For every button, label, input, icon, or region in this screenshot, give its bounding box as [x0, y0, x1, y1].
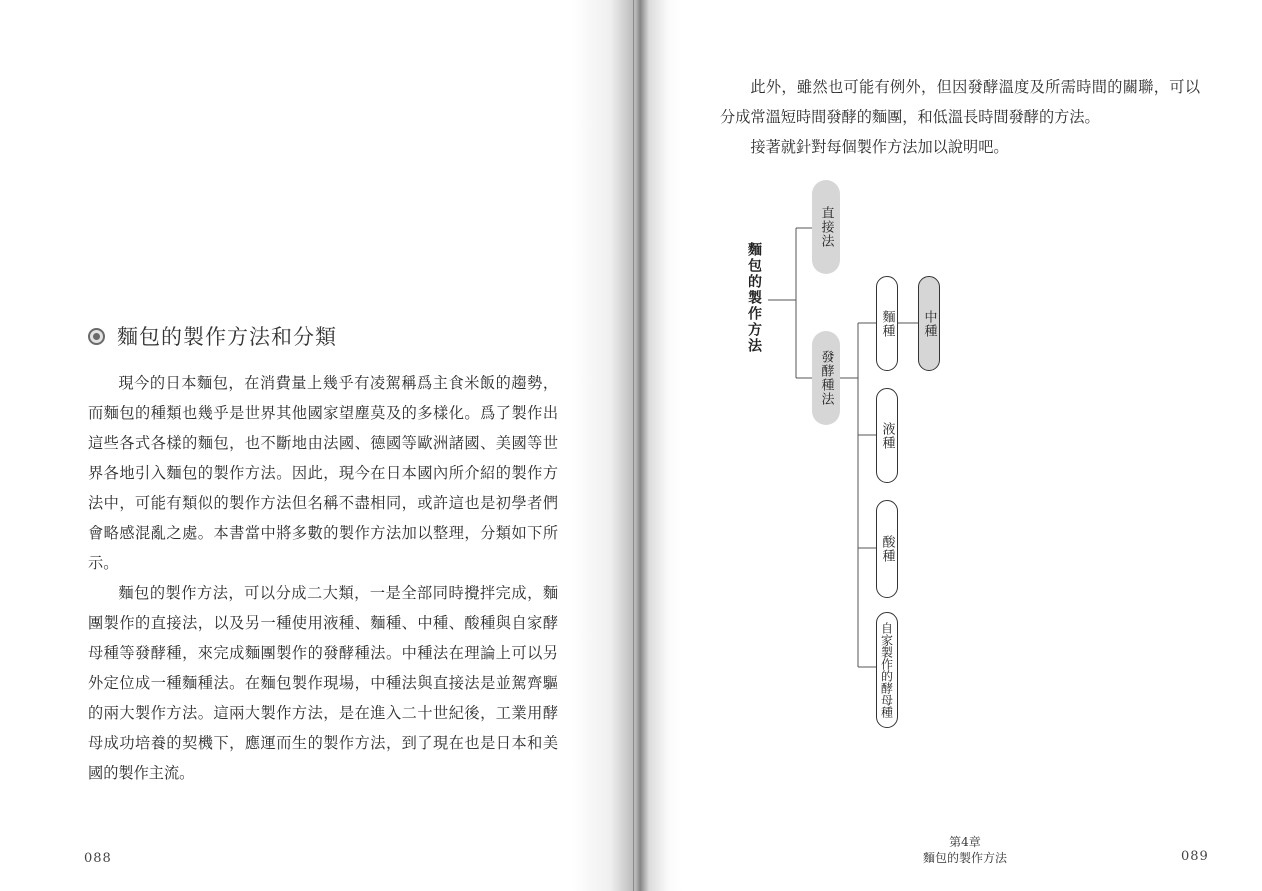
sponge-dough-label: 麵種 — [879, 309, 895, 338]
left-page — [0, 0, 630, 891]
section-heading — [88, 321, 337, 351]
left-paragraph-1: 現今的日本麵包，在消費量上幾乎有凌駕稱爲主食米飯的趨勢，而麵包的種類也幾乎是世界其他國家望塵莫及的多樣化。爲了製作出這些各式各樣的麵包，也不斷地由法國、德國等歐洲諸國、美國等世界各地引入麵包的製作方法。因此，現今在日本國內所介紹的製作方法中，可能有類似的製作方法但名稱不盡相同，或許這也是初學者們會略感混亂之處。本書當中將多數的製作方法加以整理，分類如下所示。 — [88, 374, 558, 572]
footer-chapter: 第4章 — [949, 835, 981, 849]
left-paragraph-2: 麵包的製作方法，可以分成二大類，一是全部同時攪拌完成，麵團製作的直接法，以及另一種使用液種、麵種、中種、酸種與自家酵母種等發酵種，來完成麵團製作的發酵種法。中種法在理論上可以另外定位成一種麵種法。在麵包製作現場，中種法與直接法是並駕齊驅的兩大製作方法。這兩大製作方法，是在進入二十世紀後，工業用酵母成功培養的契機下，應運而生的製作方法，到了現在也是日本和美國的製作主流。 — [88, 584, 558, 782]
right-paragraph-2: 接著就針對每個製作方法加以說明吧。 — [750, 138, 1009, 156]
middle-dough-label: 中種 — [921, 309, 937, 338]
homemade-yeast-label: 自家製作的酵母種 — [879, 622, 894, 718]
sour-starter-node — [876, 500, 898, 598]
sour-starter-label: 酸種 — [879, 535, 895, 563]
page-number-right: 089 — [1181, 849, 1209, 864]
section-title: 麵包的製作方法和分類 — [117, 325, 337, 349]
right-body-text — [720, 72, 1200, 162]
page-number-left: 088 — [84, 851, 112, 866]
circle-bullet-icon — [88, 328, 105, 345]
direct-method-label: 直接法 — [818, 206, 834, 248]
chapter-footer — [910, 834, 1020, 866]
book-spine-line — [633, 0, 634, 891]
middle-dough-node — [918, 276, 940, 371]
right-paragraph-1: 此外，雖然也可能有例外，但因發酵溫度及所需時間的關聯，可以分成常溫短時間發酵的麵團，和低溫長時間發酵的方法。 — [720, 78, 1200, 126]
right-page — [630, 0, 1262, 891]
book-gutter-shadow — [572, 0, 682, 891]
diagram-root-label: 麵包的製作方法 — [746, 241, 762, 354]
sponge-dough-node — [876, 276, 898, 371]
direct-method-node — [812, 180, 840, 274]
diagram-root — [740, 240, 768, 355]
fermentation-method-label: 發酵種法 — [818, 350, 834, 406]
footer-title: 麵包的製作方法 — [922, 851, 1007, 865]
left-body-text — [88, 368, 558, 788]
liquid-starter-label: 液種 — [879, 421, 895, 450]
fermentation-method-node — [812, 331, 840, 425]
liquid-starter-node — [876, 388, 898, 483]
homemade-yeast-node — [876, 612, 898, 728]
